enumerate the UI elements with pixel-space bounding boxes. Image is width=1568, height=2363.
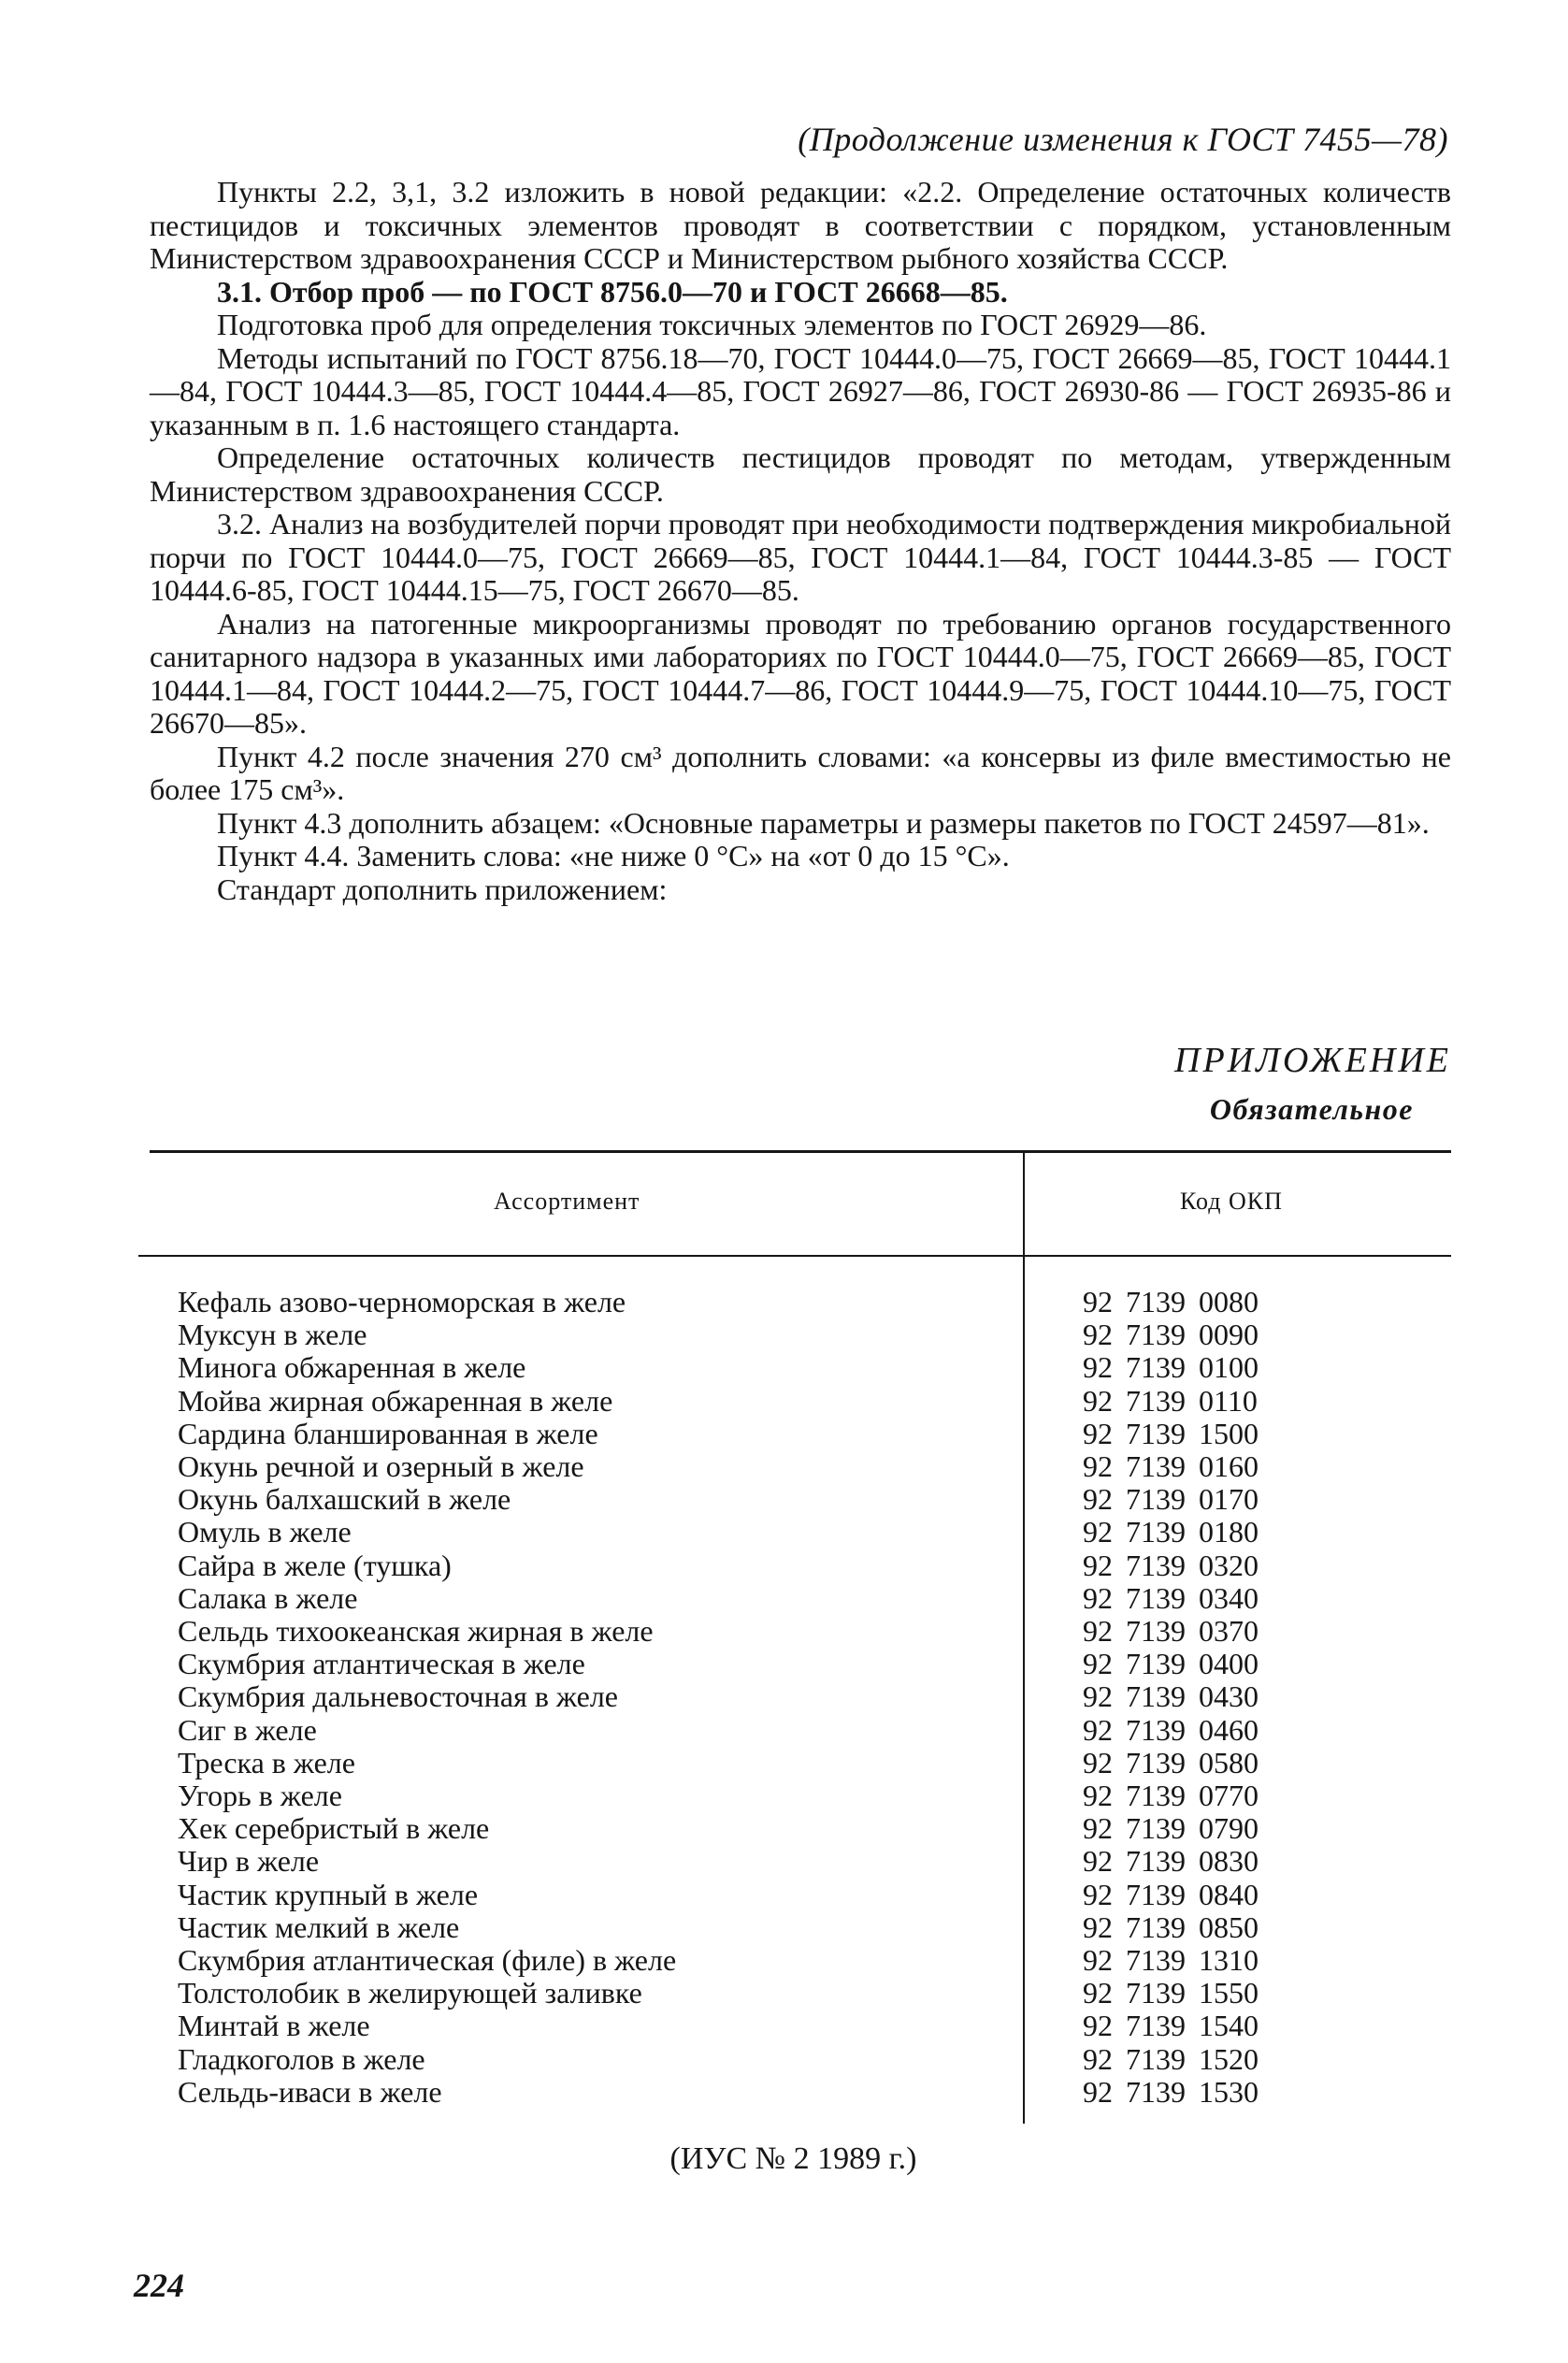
table-row-name: Окунь балхашский в желе	[178, 1482, 511, 1517]
paragraph: Определение остаточных количеств пестицидов проводят по методам, утвержденным Министерством здравоохранения СССР.	[150, 440, 1451, 508]
source-note: (ИУС № 2 1989 г.)	[669, 2141, 917, 2176]
table-row-name: Салака в желе	[178, 1580, 358, 1615]
table-row-code: 92 7139 0580	[1083, 1745, 1259, 1779]
table-row-name: Кефаль азово-черноморская в желе	[178, 1285, 626, 1318]
table-row-code: 92 7139 0100	[1083, 1350, 1259, 1385]
table-row-code: 92 7139 0160	[1083, 1449, 1259, 1484]
table-row-name: Частик мелкий в желе	[178, 1909, 460, 1944]
table-row-code: 92 7139 1550	[1083, 1976, 1259, 2010]
table-row-code: 92 7139 0840	[1083, 1877, 1259, 1911]
table-row-name: Чир в желе	[178, 1844, 320, 1879]
table-row-code: 92 7139 0770	[1083, 1779, 1259, 1813]
table-row-code: 92 7139 0790	[1083, 1811, 1259, 1846]
table-row-code: 92 7139 0370	[1083, 1614, 1259, 1649]
table-row-code: 92 7139 0460	[1083, 1712, 1259, 1747]
continuation-header: (Продолжение изменения к ГОСТ 7455—78)	[798, 121, 1448, 158]
column-header-code: Код ОКП	[1180, 1188, 1283, 1215]
table-row-name: Частик крупный в желе	[178, 1877, 479, 1911]
table-row-name: Сельдь-иваси в желе	[178, 2074, 442, 2109]
paragraph: Методы испытаний по ГОСТ 8756.18—70, ГОСТ 10444.0—75, ГОСТ 26669—85, ГОСТ 10444.1—84, ГОСТ 10444.3—85, ГОСТ 10444.4—85, ГОСТ 26927—86, ГОСТ 26930-86 — ГОСТ 26935-86 и указанным в п. 1.6 настоящего стандарта.	[150, 340, 1451, 441]
table-row-name: Сиг в желе	[178, 1712, 317, 1747]
table-row-code: 92 7139 0830	[1083, 1844, 1259, 1879]
table-row-name: Муксун в желе	[178, 1318, 367, 1352]
code-column	[1083, 1286, 1326, 2109]
table-row-code: 92 7139 1520	[1083, 2041, 1259, 2076]
table-header-rule	[138, 1255, 1451, 1257]
table-row-code: 92 7139 0080	[1083, 1285, 1259, 1318]
paragraph: Стандарт дополнить приложением:	[217, 872, 668, 906]
table-row-name: Скумбрия атлантическая в желе	[178, 1647, 585, 1681]
table-row-name: Хек серебристый в желе	[178, 1811, 490, 1846]
table-row-name: Треска в желе	[178, 1745, 355, 1779]
table-column-divider	[1023, 1153, 1025, 2124]
assortment-column	[178, 1286, 1000, 2109]
amendment-body	[150, 176, 1451, 906]
paragraph: 3.2. Анализ на возбудителей порчи проводят при необходимости подтверждения микробиальной порчи по ГОСТ 10444.0—75, ГОСТ 26669—85, ГОСТ 10444.1—84, ГОСТ 10444.3-85 — ГОСТ 10444.6-85, ГОСТ 10444.15—75, ГОСТ 26670—85.	[150, 507, 1451, 607]
paragraph: Подготовка проб для определения токсичных элементов по ГОСТ 26929—86.	[217, 308, 1207, 341]
table-row-name: Угорь в желе	[178, 1779, 342, 1813]
table-row-name: Сельдь тихоокеанская жирная в желе	[178, 1614, 654, 1649]
column-header-assortment: Ассортимент	[494, 1188, 640, 1215]
table-row-name: Сардина бланшированная в желе	[178, 1416, 598, 1450]
paragraph: Пункт 4.2 после значения 270 см³ дополнить словами: «а консервы из филе вместимостью не более 175 см³».	[150, 739, 1451, 806]
table-row-name: Гладкоголов в желе	[178, 2041, 425, 2076]
paragraph: Пункты 2.2, 3,1, 3.2 изложить в новой редакции: «2.2. Определение остаточных количеств пестицидов и токсичных элементов проводят в соответствии с порядком, установленным Министерством здравоохранения СССР и Министерством рыбного хозяйства СССР.	[150, 175, 1451, 275]
table-row-code: 92 7139 1540	[1083, 2009, 1259, 2043]
table-row-code: 92 7139 1530	[1083, 2074, 1259, 2109]
table-row-name: Минтай в желе	[178, 2009, 370, 2043]
table-row-name: Минога обжаренная в желе	[178, 1350, 526, 1385]
table-row-name: Сайра в желе (тушка)	[178, 1548, 452, 1582]
table-row-code: 92 7139 1310	[1083, 1943, 1259, 1978]
page-number: 224	[134, 2267, 184, 2304]
table-row-code: 92 7139 0340	[1083, 1580, 1259, 1615]
table-top-rule	[150, 1150, 1451, 1153]
table-row-code: 92 7139 0850	[1083, 1909, 1259, 1944]
table-row-name: Скумбрия атлантическая (филе) в желе	[178, 1943, 677, 1978]
paragraph: Пункт 4.4. Заменить слова: «не ниже 0 °С» на «от 0 до 15 °С».	[217, 839, 1010, 872]
appendix-title: ПРИЛОЖЕНИЕ	[1174, 1041, 1451, 1080]
table-row-code: 92 7139 0430	[1083, 1679, 1259, 1714]
table-row-name: Толстолобик в желирующей заливке	[178, 1976, 642, 2010]
table-row-name: Скумбрия дальневосточная в желе	[178, 1679, 618, 1714]
table-row-code: 92 7139 0400	[1083, 1647, 1259, 1681]
table-row-code: 92 7139 0090	[1083, 1318, 1259, 1352]
table-row-name: Омуль в желе	[178, 1515, 352, 1549]
table-row-name: Окунь речной и озерный в желе	[178, 1449, 584, 1484]
paragraph: Анализ на патогенные микроорганизмы проводят по требованию органов государственного санитарного надзора в указанных ими лабораториях по ГОСТ 10444.0—75, ГОСТ 26669—85, ГОСТ 10444.1—84, ГОСТ 10444.2—75, ГОСТ 10444.7—86, ГОСТ 10444.9—75, ГОСТ 10444.10—75, ГОСТ 26670—85».	[150, 606, 1451, 740]
table-row-code: 92 7139 0110	[1083, 1383, 1258, 1418]
paragraph: Пункт 4.3 дополнить абзацем: «Основные параметры и размеры пакетов по ГОСТ 24597—81».	[217, 805, 1430, 840]
table-row-code: 92 7139 0180	[1083, 1515, 1259, 1549]
table-row-name: Мойва жирная обжаренная в желе	[178, 1383, 613, 1418]
table-row-code: 92 7139 1500	[1083, 1416, 1259, 1450]
paragraph: 3.1. Отбор проб — по ГОСТ 8756.0—70 и ГОСТ 26668—85.	[217, 274, 1008, 309]
appendix-subtitle: Обязательное	[1209, 1092, 1414, 1126]
table-row-code: 92 7139 0320	[1083, 1548, 1259, 1582]
table-row-code: 92 7139 0170	[1083, 1482, 1259, 1517]
